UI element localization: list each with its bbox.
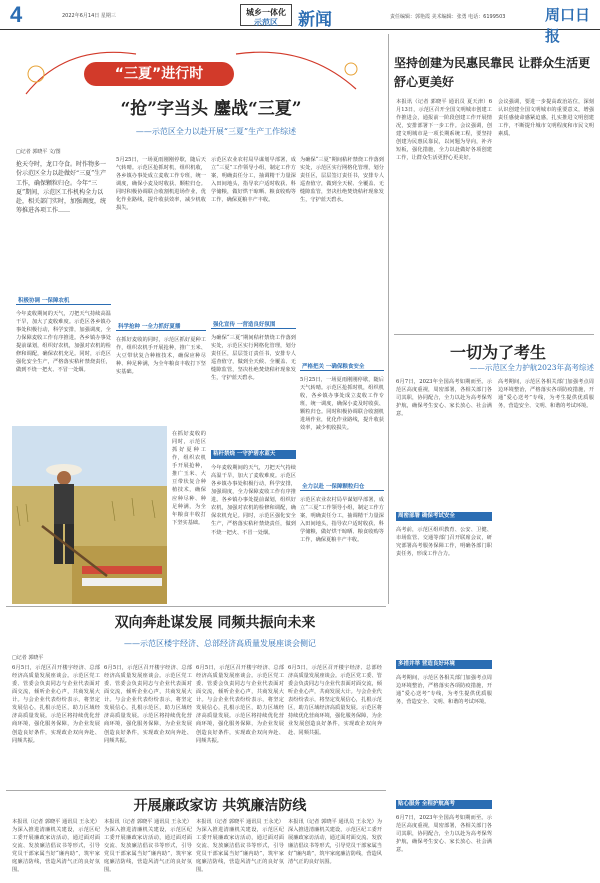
feature-col-1: 今年麦收期间的天气，刀把天气持续高温干旱，加大了麦收难度。示范区各乡镇办事处积极行动，科学安排，加强调度，全力保障麦收工作有序推进。各乡镇办事处提前谋划，组织好农机，加强对农机的检修和调配，确保农机充足。同时，示范区强化安全生产，严格落实秸秆禁烧责任，做到不烧一把火、不冒一处烟。 (16, 311, 111, 374)
integrity-body-1: 本报讯（记者 郭晓平 通讯员 王永光）为深入推进清廉机关建设，示范区纪工委开展廉政家访活动，通过面对面交流、发放廉洁倡议书等形式，引导党员干部家属当好“廉内助”，筑牢家庭廉洁防线，营造风清气正的良好氛围。 (12, 819, 100, 874)
feature-col-3b: 为确保“三夏”期间秸秆禁烧工作落到实处，示范区实行网格化管理，划分责任区，层层签订责任书，安排专人巡查值守，做到全天候、全覆盖、无缝隙监管，坚决杜绝焚烧秸秆现象发生，守护蓝天碧水。 (211, 335, 296, 382)
masthead (0, 0, 600, 45)
section-box (240, 4, 292, 26)
exam-article-body-5: 高考期间，示范区各相关部门加强考点周边环境整治，严格落实各项防疫措施，开通“爱心送考”专线，为考生提供优质服务，营造安全、文明、和谐的考试环境。 (498, 379, 594, 410)
exam-article-body-3: 高考期间，示范区各相关部门加强考点周边环境整治，严格落实各项防疫措施，开通“爱心送考”专线，为考生提供优质服务，营造安全、文明、和谐的考试环境。 (396, 675, 492, 706)
feature-col-3: 示范区农业农村局早谋划早部署，成立“三夏”工作领导小组，制定工作方案，明确责任分工，抽调精干力量深入田间地头，指导农户适时收获、科学储粮，做好烘干晾晒、粮食收购等工作，确保夏粮丰产丰收。 (211, 157, 296, 204)
section-top-label: 城乡一体化 (246, 8, 286, 17)
integrity-body-3: 本报讯（记者 郭晓平 通讯员 王永光）为深入推进清廉机关建设，示范区纪工委开展廉政家访活动，通过面对面交流、发放廉洁倡议书等形式，引导党员干部家属当好“廉内助”，筑牢家庭廉洁防线，营造风清气正的良好氛围。 (196, 819, 284, 874)
feature-byline: □记者 郭晓平 文/图 (16, 149, 61, 155)
feature-title: “抢”字当头 鏖战“三夏” (120, 99, 302, 119)
section-name: 新闻 (298, 10, 332, 30)
subhead-2: 科学抢种 一全力抓好夏播 (116, 322, 206, 331)
integrity-body-2: 本报讯（记者 郭晓平 通讯员 王永光）为深入推进清廉机关建设，示范区纪工委开展廉政家访活动，通过面对面交流、发放廉洁倡议书等形式，引导党员干部家属当好“廉内助”，筑牢家庭廉洁防线，营造风清气正的良好氛围。 (104, 819, 192, 874)
feature-col-4: 为确保“三夏”期间秸秆禁烧工作落到实处，示范区实行网格化管理，划分责任区，层层签订责任书，安排专人巡查值守，做到全天候、全覆盖、无缝隙监管，坚决杜绝焚烧秸秆现象发生，守护蓝天碧水。 (300, 157, 384, 204)
bottom-article-title: 双向奔赴谋发展 同频共振向未来 (114, 615, 316, 631)
feature-col-2c: 在抓好麦收的同时，示范区抓好夏种工作，组织农机手开展抢种，推广玉米、大豆带状复合种植技术，确保应种尽种、种足种满，为全年粮食丰收打下坚实基础。 (172, 431, 206, 526)
bottom-body-1: 6月5日，示范区召开楼宇经济、总部经济高质量发展座谈会。示范区党工委、管委会负责同志与企业代表面对面交流，倾听企业心声，共商发展大计。与会企业代表纷纷表示，将坚定发展信心，扎根示范区，助力区域经济高质量发展。示范区将持续优化营商环境，强化服务保障，为企业发展创造良好条件，实现政企双向奔赴、同频共振。 (12, 665, 100, 744)
exam-article-subtitle: ——示范区全力护航2023年高考综述 (469, 363, 594, 372)
feature-col-2b: 在抓好麦收的同时，示范区抓好夏种工作，组织农机手开展抢种，推广玉米、大豆带状复合种植技术，确保应种尽种、种足种满，为全年粮食丰收打下坚实基础。 (116, 337, 206, 376)
farmer-photo (12, 426, 167, 604)
bottom-body-2: 6月5日，示范区召开楼宇经济、总部经济高质量发展座谈会。示范区党工委、管委会负责同志与企业代表面对面交流，倾听企业心声，共商发展大计。与会企业代表纷纷表示，将坚定发展信心，扎根示范区，助力区域经济高质量发展。示范区将持续优化营商环境，强化服务保障，为企业发展创造良好条件，实现政企双向奔赴、同频共振。 (104, 665, 192, 744)
right-divider (394, 334, 594, 335)
feature-article (6, 34, 386, 616)
right-article-body-2: 会议强调，要进一步提高政治站位，深刻认识创建全国文明城市的重要意义，增强责任感使命感紧迫感，扎实推进文明创建工作，不断提升城市文明程度和市民文明素质。 (498, 99, 594, 138)
bottom-divider-2 (6, 790, 386, 791)
exam-article-body-2: 高考前，示范区组织教育、公安、卫健、市场监管、交通等部门召开联席会议，研究部署高考服务保障工作，明确各部门职责任务，形成工作合力。 (396, 527, 492, 558)
integrity-body-4: 本报讯（记者 郭晓平 通讯员 王永光）为深入推进清廉机关建设，示范区纪工委开展廉政家访活动，通过面对面交流、发放廉洁倡议书等形式，引导党员干部家属当好“廉内助”，筑牢家庭廉洁防线，营造风清气正的良好氛围。 (288, 819, 382, 866)
column-divider (388, 34, 389, 604)
subhead-4: 秸秆禁烧 一守护碧水蓝天 (211, 450, 296, 459)
right-article-body-1: 本报讯（记者 郭晓平 通讯员 夏天津）6月13日，示范区召开全国文明城市创建工作推进会，通报前一阶段创建工作开展情况，安排部署下一步工作。会议强调，创建文明城市是一项长期系统工程，要坚持创建为民惠民靠民，以问题为导向，补齐短板，强化措施，全力以赴做好各项创建工作，让群众生活更舒心更美好。 (396, 99, 492, 162)
feature-col-2: 5月25日，一场夏雨刚刚停歇，随后天气转晴。示范区抢抓时机，组织机收，各乡镇办事处成立麦收工作专班，统一调度，确保小麦及时收获、颗粒归仓。同时积极协调联合收割机进场作业，优化作业路线，提升收获效率，减少机收损失。 (116, 157, 206, 212)
bottom-body-4: 6月5日，示范区召开楼宇经济、总部经济高质量发展座谈会。示范区党工委、管委会负责同志与企业代表面对面交流，倾听企业心声，共商发展大计。与会企业代表纷纷表示，将坚定发展信心，扎根示范区，助力区域经济高质量发展。示范区将持续优化营商环境，强化服务保障，为企业发展创造良好条件，实现政企双向奔赴、同频共振。 (288, 665, 382, 736)
exam-subhead-2: 多措并举 营造良好环境 (396, 660, 492, 669)
bottom-byline: □记者 郭晓平 (12, 655, 44, 661)
feature-col-4c: 示范区农业农村局早谋划早部署，成立“三夏”工作领导小组，制定工作方案，明确责任分工，抽调精干力量深入田间地头，指导农户适时收获、科学储粮，做好烘干晾晒、粮食收购等工作，确保夏粮丰产丰收。 (300, 497, 384, 544)
feature-banner: “三夏”进行时 (84, 62, 234, 86)
subhead-5: 严格把关 一确保粮食安全 (300, 362, 384, 371)
right-article-title: 坚持创建为民惠民靠民 让群众生活更舒心更美好 (394, 56, 591, 90)
feature-col-4b: 5月25日，一场夏雨刚刚停歇，随后天气转晴。示范区抢抓时机，组织机收，各乡镇办事处成立麦收工作专班，统一调度，确保小麦及时收获、颗粒归仓。同时积极协调联合收割机进场作业，优化作业路线，提升收获效率，减少机收损失。 (300, 377, 384, 432)
bottom-divider (6, 606, 386, 607)
editor-credits: 责任编辑：郭艳霞 美术编辑：张勇 电话：6199503 (390, 14, 506, 20)
issue-date: 2022年6月14日 星期三 (62, 13, 116, 19)
integrity-article-title: 开展廉政家访 共筑廉洁防线 (133, 798, 307, 814)
feature-subtitle: ——示范区全力以赴开展“三夏”生产工作综述 (135, 127, 297, 136)
wheat-field-image (12, 426, 167, 604)
exam-subhead-1: 周密部署 确保考试安全 (396, 512, 492, 521)
subhead-3: 强化宣传 一营造良好氛围 (211, 320, 296, 329)
bottom-body-3: 6月5日，示范区召开楼宇经济、总部经济高质量发展座谈会。示范区党工委、管委会负责同志与企业代表面对面交流，倾听企业心声，共商发展大计。与会企业代表纷纷表示，将坚定发展信心，扎根示范区，助力区域经济高质量发展。示范区将持续优化营商环境，强化服务保障，为企业发展创造良好条件，实现政企双向奔赴、同频共振。 (196, 665, 284, 744)
subhead-1: 积极协调 一保障农机 (16, 296, 111, 305)
bottom-article-subtitle: ——示范区楼宇经济、总部经济高质量发展座谈会侧记 (124, 639, 316, 648)
exam-article-body-4: 6月7日，2023年全国高考如期而至。示范区高度重视，周密部署，各相关部门各司其职，协同配合，全力以赴为高考保驾护航，确保考生安心、家长放心、社会满意。 (396, 815, 492, 854)
exam-article-title: 一切为了考生 (450, 343, 547, 362)
page-number: 4 (10, 2, 23, 27)
paper-logo: 周口日报 (545, 6, 591, 45)
subhead-6: 全力以赴 一保障颗粒归仓 (300, 482, 384, 491)
feature-col-3c: 今年麦收期间的天气，刀把天气持续高温干旱，加大了麦收难度。示范区各乡镇办事处积极行动，科学安排，加强调度，全力保障麦收工作有序推进。各乡镇办事处提前谋划，组织好农机，加强对农机的检修和调配，确保农机充足。同时，示范区强化安全生产，严格落实秸秆禁烧责任，做到不烧一把火、不冒一处烟。 (211, 465, 296, 536)
exam-article-body-1: 6月7日，2023年全国高考如期而至。示范区高度重视，周密部署，各相关部门各司其职，协同配合，全力以赴为高考保驾护航，确保考生安心、家长放心、社会满意。 (396, 379, 492, 418)
exam-subhead-3: 贴心服务 全程护航高考 (396, 800, 492, 809)
feature-lead: 抢天夺时，龙口夺食。时作物多一份示范区全力以赴做好“三夏”生产工作，确保颗粒归仓。今年“三夏”期间，示范区工作机构全力以赴，相关部门实时，加强调度，统筹推进各项工作…… (16, 161, 107, 215)
section-bottom-label: 示范区 (254, 18, 278, 27)
